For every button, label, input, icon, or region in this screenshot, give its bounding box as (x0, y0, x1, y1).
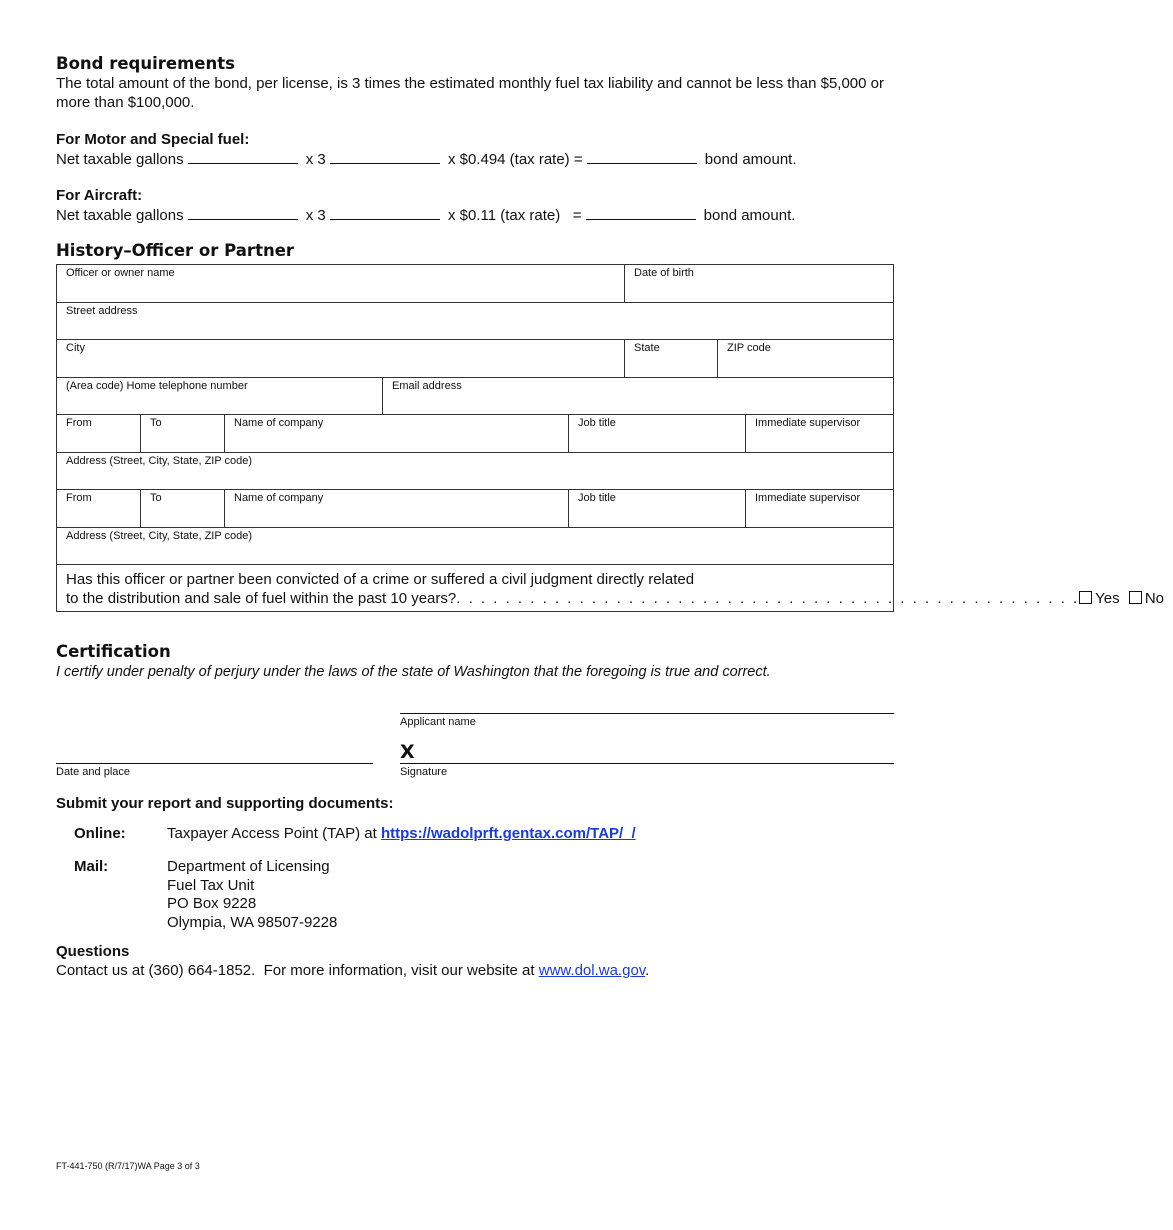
address-label: Address (Street, City, State, ZIP code) (66, 529, 253, 542)
mail-line: Fuel Tax Unit (167, 876, 255, 894)
state-field[interactable] (625, 340, 718, 377)
motor-gallons-field[interactable] (188, 149, 298, 164)
leader-dots: . . . . . . . . . . . . . . . . . . . . . . . . . . . . . . . . . . . . . . . . . . . . . . . . . . . (456, 590, 1080, 607)
job-title-label: Job title (578, 417, 616, 429)
to-label: To (150, 492, 162, 504)
aircraft-heading: For Aircraft: (56, 187, 143, 204)
supervisor-label: Immediate supervisor (755, 417, 861, 429)
street-label: Street address (66, 304, 138, 317)
motor-x3-field[interactable] (330, 149, 440, 164)
mail-line: Olympia, WA 98507-9228 (167, 913, 338, 931)
email-field[interactable] (383, 378, 893, 415)
address-field-2[interactable] (57, 528, 893, 565)
aircraft-rate: x $0.11 (tax rate) = (447, 207, 582, 224)
dob-label: Date of birth (634, 267, 694, 279)
question-line-2: to the distribution and sale of fuel within the past 10 years? (66, 590, 457, 607)
mail-line: PO Box 9228 (167, 895, 257, 912)
history-title: History–Officer or Partner (56, 241, 295, 260)
address-label: Address (Street, City, State, ZIP code) (66, 454, 253, 467)
no-label: No (1144, 590, 1165, 607)
aircraft-gallons-field[interactable] (188, 205, 298, 220)
form-footer: FT-441-750 (R/7/17)WA Page 3 of 3 (56, 1161, 200, 1171)
no-checkbox[interactable] (1129, 591, 1142, 604)
certification-text: I certify under penalty of perjury under the laws of the state of Washington that the foregoing is true and correct. (56, 664, 771, 680)
job-title-label: Job title (578, 492, 616, 504)
questions-text: Contact us at (360) 664-1852. For more information, visit our website at (56, 962, 539, 979)
motor-bond-field[interactable] (587, 149, 697, 164)
dob-field[interactable] (625, 265, 893, 302)
email-label: Email address (392, 379, 462, 392)
conviction-question (57, 565, 1173, 611)
bond-title: Bond requirements (56, 54, 235, 73)
from-field-2[interactable] (57, 490, 141, 527)
zip-field[interactable] (718, 340, 893, 377)
tap-link[interactable]: https://wadolprft.gentax.com/TAP/_/ (380, 825, 636, 842)
supervisor-field-1[interactable] (746, 415, 893, 452)
bond-text: The total amount of the bond, per license, is 3 times the estimated monthly fuel tax liability and cannot be less than $5,000 or more than $100,000. (56, 75, 884, 111)
dol-website-link[interactable]: www.dol.wa.gov (538, 962, 646, 979)
city-field[interactable] (57, 340, 625, 377)
job-title-field-1[interactable] (569, 415, 746, 452)
applicant-name-label: Applicant name (400, 716, 476, 728)
zip-label: ZIP code (727, 342, 771, 354)
motor-bond-amount: bond amount. (704, 151, 797, 168)
street-field[interactable] (57, 303, 893, 340)
aircraft-x3-field[interactable] (330, 205, 440, 220)
company-label: Name of company (234, 492, 324, 504)
motor-row (56, 149, 797, 168)
mail-line: Department of Licensing (167, 858, 330, 875)
company-label: Name of company (234, 417, 324, 429)
signature-line[interactable] (400, 763, 894, 764)
to-field-1[interactable] (141, 415, 225, 452)
aircraft-bond-field[interactable] (586, 205, 696, 220)
job-title-field-2[interactable] (569, 490, 746, 527)
address-field-1[interactable] (57, 453, 893, 490)
questions-title: Questions (56, 943, 130, 960)
questions-period: . (645, 962, 650, 979)
to-field-2[interactable] (141, 490, 225, 527)
from-label: From (66, 492, 92, 504)
applicant-name-line[interactable] (400, 713, 894, 714)
from-field-1[interactable] (57, 415, 141, 452)
signature-x-mark: X (400, 741, 415, 763)
date-place-line[interactable] (56, 763, 373, 764)
online-text: Taxpayer Access Point (TAP) at (167, 825, 381, 842)
to-label: To (150, 417, 162, 429)
aircraft-x3: x 3 (305, 207, 326, 224)
state-label: State (634, 342, 660, 354)
mail-label: Mail: (74, 858, 109, 875)
supervisor-field-2[interactable] (746, 490, 893, 527)
history-table (56, 264, 1165, 612)
motor-gallons-label: Net taxable gallons (56, 151, 184, 168)
phone-label: (Area code) Home telephone number (66, 379, 248, 392)
certification-title: Certification (56, 642, 171, 661)
online-label: Online: (74, 825, 126, 842)
company-field-1[interactable] (225, 415, 569, 452)
online-value (167, 825, 636, 844)
aircraft-bond-amount: bond amount. (703, 207, 796, 224)
motor-rate: x $0.494 (tax rate) = (447, 151, 583, 168)
officer-name-label: Officer or owner name (66, 267, 175, 279)
motor-heading: For Motor and Special fuel: (56, 131, 250, 148)
signature-label: Signature (400, 766, 448, 778)
officer-name-field[interactable] (57, 265, 625, 302)
mail-address (167, 858, 337, 932)
company-field-2[interactable] (225, 490, 569, 527)
supervisor-label: Immediate supervisor (755, 492, 861, 504)
submit-title: Submit your report and supporting documents: (56, 795, 394, 812)
yes-checkbox[interactable] (1079, 591, 1092, 604)
phone-field[interactable] (57, 378, 383, 415)
from-label: From (66, 417, 92, 429)
date-place-label: Date and place (56, 766, 130, 778)
aircraft-row (56, 205, 795, 224)
yes-label: Yes (1095, 590, 1120, 607)
aircraft-gallons-label: Net taxable gallons (56, 207, 184, 224)
motor-x3: x 3 (305, 151, 326, 168)
question-line-1: Has this officer or partner been convicted of a crime or suffered a civil judgment directly related (66, 571, 695, 588)
questions-text-row (56, 961, 649, 980)
city-label: City (66, 342, 85, 354)
